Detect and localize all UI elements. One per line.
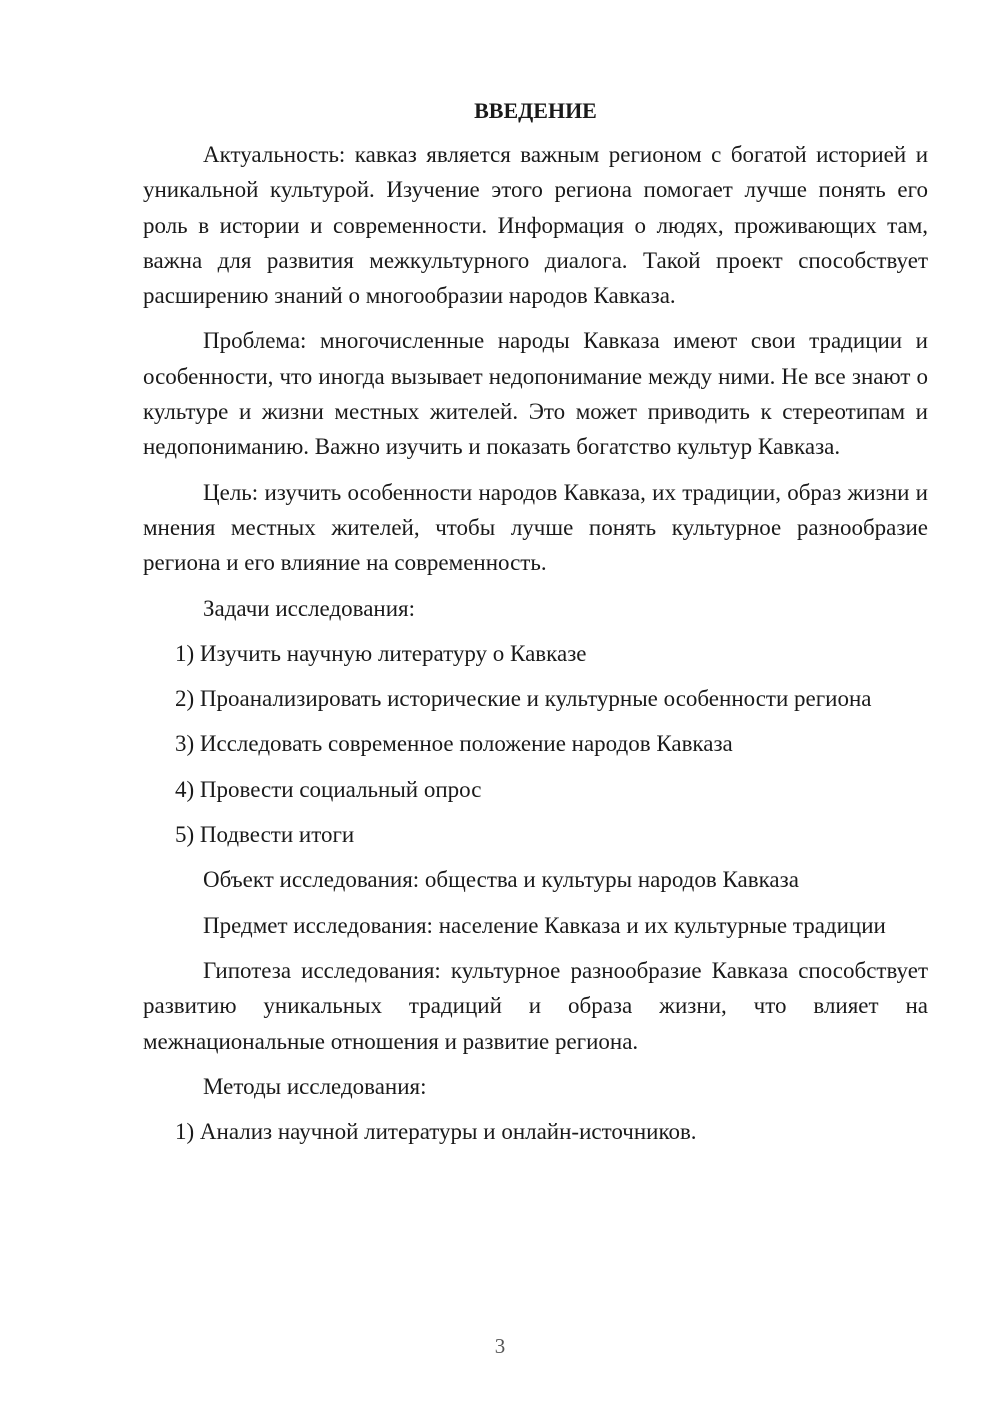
object-paragraph: Объект исследования: общества и культуры народов Кавказа <box>203 867 799 893</box>
hypothesis-paragraph: Гипотеза исследования: культурное разнообразие Кавказа способствует развитию уникальных традиций и образа жизни, что влияет на межнациональные отношения и развитие региона. <box>143 957 928 1054</box>
method-item-1: 1) Анализ научной литературы и онлайн-источников. <box>175 1119 697 1145</box>
task-item-3: 3) Исследовать современное положение народов Кавказа <box>175 731 733 757</box>
relevance-paragraph: Актуальность: кавказ является важным регионом с богатой историей и уникальной культурой. Изучение этого региона помогает лучше понять его роль в истории и современности. Информация о людях, проживающих там, важна для развития межкультурного диалога. Такой проект способствует расширению знаний о многообразии народов Кавказа. <box>143 142 928 309</box>
task-item-5: 5) Подвести итоги <box>175 822 355 848</box>
problem-paragraph: Проблема: многочисленные народы Кавказа имеют свои традиции и особенности, что иногда вызывает недопонимание между ними. Не все знают о культуре и жизни местных жителей. Это может приводить к стереотипам и недопониманию. Важно изучить и показать богатство культур Кавказа. <box>143 328 928 460</box>
tasks-heading: Задачи исследования: <box>203 595 416 621</box>
goal-paragraph: Цель: изучить особенности народов Кавказа, их традиции, образ жизни и мнения местных жителей, чтобы лучше понять культурное разнообразие региона и его влияние на современность. <box>143 479 928 576</box>
document-body <box>143 96 928 1149</box>
task-item-1: 1) Изучить научную литературу о Кавказе <box>175 640 587 666</box>
subject-paragraph: Предмет исследования: население Кавказа и их культурные традиции <box>203 912 886 938</box>
task-item-4: 4) Провести социальный опрос <box>175 776 482 802</box>
page-title: ВВЕДЕНИЕ <box>474 98 597 123</box>
page-number: 3 <box>494 1334 506 1358</box>
methods-heading: Методы исследования: <box>203 1073 427 1099</box>
task-item-2: 2) Проанализировать исторические и культурные особенности региона <box>175 686 872 712</box>
